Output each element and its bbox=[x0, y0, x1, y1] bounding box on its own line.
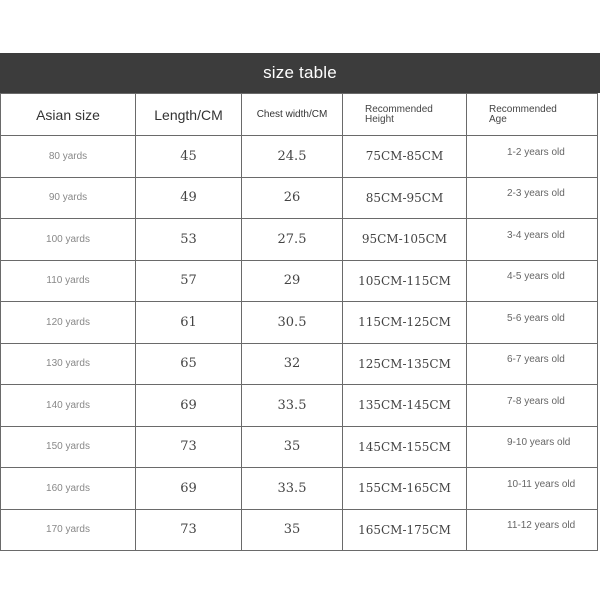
cell-asian-size: 100 yards bbox=[1, 219, 136, 261]
cell-recommended-height: 155CM-165CM bbox=[343, 468, 467, 510]
cell-recommended-height: 165CM-175CM bbox=[343, 509, 467, 551]
cell-recommended-height: 125CM-135CM bbox=[343, 343, 467, 385]
cell-recommended-height: 115CM-125CM bbox=[343, 302, 467, 344]
cell-recommended-age: 11-12 years old bbox=[467, 509, 598, 551]
table-row bbox=[1, 509, 598, 551]
cell-recommended-age: 1-2 years old bbox=[467, 136, 598, 178]
table-row bbox=[1, 343, 598, 385]
cell-asian-size: 170 yards bbox=[1, 509, 136, 551]
header-length: Length/CM bbox=[136, 94, 242, 136]
cell-recommended-age: 5-6 years old bbox=[467, 302, 598, 344]
header-age-line2: Age bbox=[489, 113, 507, 125]
header-asian-size: Asian size bbox=[1, 94, 136, 136]
cell-chest-width: 33.5 bbox=[242, 385, 343, 427]
table-row bbox=[1, 260, 598, 302]
header-recommended-height bbox=[343, 94, 467, 136]
cell-chest-width: 27.5 bbox=[242, 219, 343, 261]
cell-chest-width: 24.5 bbox=[242, 136, 343, 178]
cell-asian-size: 140 yards bbox=[1, 385, 136, 427]
cell-recommended-height: 135CM-145CM bbox=[343, 385, 467, 427]
table-row bbox=[1, 219, 598, 261]
cell-length: 65 bbox=[136, 343, 242, 385]
cell-recommended-height: 95CM-105CM bbox=[343, 219, 467, 261]
cell-asian-size: 130 yards bbox=[1, 343, 136, 385]
header-height-line1: Recommended bbox=[365, 103, 433, 115]
cell-asian-size: 110 yards bbox=[1, 260, 136, 302]
cell-length: 69 bbox=[136, 385, 242, 427]
cell-recommended-age: 10-11 years old bbox=[467, 468, 598, 510]
table-row bbox=[1, 385, 598, 427]
cell-recommended-age: 9-10 years old bbox=[467, 426, 598, 468]
cell-recommended-age: 3-4 years old bbox=[467, 219, 598, 261]
cell-recommended-age: 6-7 years old bbox=[467, 343, 598, 385]
cell-recommended-age: 4-5 years old bbox=[467, 260, 598, 302]
cell-chest-width: 35 bbox=[242, 426, 343, 468]
table-row bbox=[1, 302, 598, 344]
cell-chest-width: 33.5 bbox=[242, 468, 343, 510]
cell-recommended-height: 75CM-85CM bbox=[343, 136, 467, 178]
cell-recommended-age: 7-8 years old bbox=[467, 385, 598, 427]
table-row bbox=[1, 177, 598, 219]
cell-asian-size: 120 yards bbox=[1, 302, 136, 344]
title-bar bbox=[0, 53, 600, 93]
cell-length: 57 bbox=[136, 260, 242, 302]
cell-chest-width: 35 bbox=[242, 509, 343, 551]
header-height-line2: Height bbox=[365, 113, 394, 125]
cell-length: 61 bbox=[136, 302, 242, 344]
header-age-line1: Recommended bbox=[489, 103, 557, 115]
cell-recommended-age: 2-3 years old bbox=[467, 177, 598, 219]
cell-chest-width: 30.5 bbox=[242, 302, 343, 344]
table-row bbox=[1, 468, 598, 510]
cell-recommended-height: 105CM-115CM bbox=[343, 260, 467, 302]
header-recommended-age bbox=[467, 94, 598, 136]
page-title: size table bbox=[263, 63, 337, 82]
cell-asian-size: 160 yards bbox=[1, 468, 136, 510]
cell-chest-width: 32 bbox=[242, 343, 343, 385]
cell-length: 53 bbox=[136, 219, 242, 261]
header-row bbox=[1, 94, 598, 136]
cell-length: 73 bbox=[136, 426, 242, 468]
cell-length: 73 bbox=[136, 509, 242, 551]
table-row bbox=[1, 136, 598, 178]
cell-length: 45 bbox=[136, 136, 242, 178]
size-table bbox=[0, 93, 598, 551]
cell-length: 69 bbox=[136, 468, 242, 510]
cell-length: 49 bbox=[136, 177, 242, 219]
cell-asian-size: 150 yards bbox=[1, 426, 136, 468]
cell-chest-width: 26 bbox=[242, 177, 343, 219]
header-chest-width: Chest width/CM bbox=[242, 94, 343, 136]
cell-recommended-height: 85CM-95CM bbox=[343, 177, 467, 219]
cell-chest-width: 29 bbox=[242, 260, 343, 302]
cell-recommended-height: 145CM-155CM bbox=[343, 426, 467, 468]
cell-asian-size: 80 yards bbox=[1, 136, 136, 178]
cell-asian-size: 90 yards bbox=[1, 177, 136, 219]
table-row bbox=[1, 426, 598, 468]
